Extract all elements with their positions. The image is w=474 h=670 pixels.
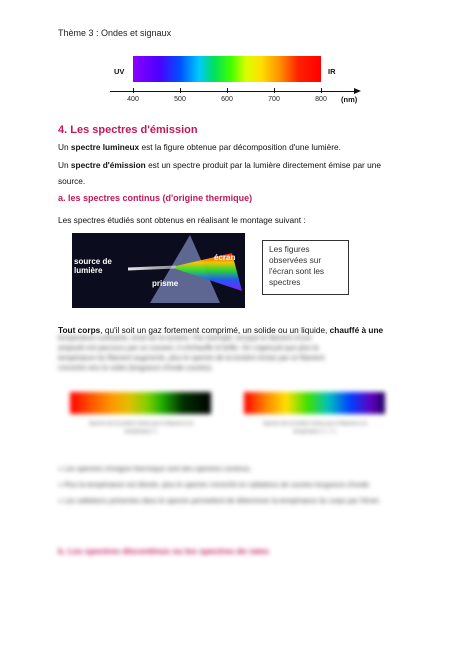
definition-spectre-lumineux bbox=[58, 139, 428, 155]
bold-term: Tout corps bbox=[58, 325, 101, 335]
tick-label: 500 bbox=[174, 96, 186, 103]
axis-arrow-icon bbox=[354, 88, 361, 94]
unit-label: (nm) bbox=[341, 95, 358, 104]
axis-tick bbox=[180, 88, 181, 93]
prism-montage-image bbox=[72, 233, 245, 308]
blurred-bullets bbox=[58, 462, 428, 510]
definition-spectre-emission bbox=[58, 157, 428, 189]
tick-label: 600 bbox=[221, 96, 233, 103]
source-label-line: lumière bbox=[74, 266, 103, 275]
spectrum-gradient bbox=[133, 56, 321, 82]
continuous-spectrum-t1 bbox=[70, 392, 211, 414]
blurred-bullet: » Les radiations présentes dans le spectre permettent de déterminer la température du corps par l'émet. bbox=[58, 498, 381, 505]
text: Un bbox=[58, 142, 71, 152]
text: source. bbox=[58, 176, 86, 186]
bold-term: spectre d'émission bbox=[70, 160, 146, 170]
screen-label: écran bbox=[214, 253, 236, 262]
page-header: Thème 3 : Ondes et signaux bbox=[58, 28, 172, 38]
prism-label: prisme bbox=[152, 279, 179, 288]
blurred-line: température suffisante, émet de la lumière. Par exemple, lorsque le filament d'une bbox=[58, 335, 312, 342]
axis-tick bbox=[133, 88, 134, 93]
text: , qu'il soit un gaz fortement comprimé, un solide ou un liquide, bbox=[100, 325, 330, 335]
tick-label: 400 bbox=[127, 96, 139, 103]
source-label bbox=[74, 257, 112, 275]
axis-tick bbox=[321, 88, 322, 93]
bold-term: spectre lumineux bbox=[70, 142, 140, 152]
wavelength-axis bbox=[110, 91, 356, 92]
ir-label: IR bbox=[328, 67, 336, 76]
blurred-bullet: » Plus la température est élevée, plus le spectre s'enrichit en radiations de courtes longueurs d'onde. bbox=[58, 482, 371, 489]
continuous-spectrum-t2 bbox=[244, 392, 385, 414]
tick-label: 700 bbox=[268, 96, 280, 103]
blurred-line: ampoule est parcouru par un courant, il s'échauffe et brille. On s'aperçoit que plus la bbox=[58, 345, 319, 352]
montage-intro: Les spectres étudiés sont obtenus en réalisant le montage suivant : bbox=[58, 215, 306, 225]
text: est un spectre produit par la lumière directement émise par une bbox=[145, 160, 381, 170]
light-beam bbox=[128, 267, 176, 269]
subsection-title: a. les spectres continus (d'origine thermique) bbox=[58, 193, 253, 203]
blurred-bullet: » Les spectres d'origine thermique sont des spectres continus. bbox=[58, 466, 252, 473]
subsection-b-title: b. Les spectres discontinus ou les spectres de raies bbox=[58, 546, 269, 556]
blurred-line: s'enrichit vers le violet (longueurs d'onde courtes). bbox=[58, 365, 214, 372]
source-label-line: source de bbox=[74, 257, 112, 266]
uv-label: UV bbox=[114, 67, 125, 76]
blurred-paragraph bbox=[58, 334, 428, 374]
section-title: 4. Les spectres d'émission bbox=[58, 124, 198, 136]
bold-term: chauffé à une bbox=[329, 325, 384, 335]
blurred-line: température du filament augmente, plus le spectre de la lumière émise par ce filament bbox=[58, 355, 325, 362]
caption-t2: Spectre de la lumière émise par le filament à la température T₂ > T₁ bbox=[262, 421, 368, 435]
text: Un bbox=[58, 160, 71, 170]
caption-t1: Spectre de la lumière émise par le filament à la température T₁ bbox=[88, 421, 194, 435]
figure-note-box: Les figures observées sur l'écran sont les spectres bbox=[262, 240, 349, 295]
axis-tick bbox=[227, 88, 228, 93]
axis-tick bbox=[274, 88, 275, 93]
text: est la figure obtenue par décomposition d'une lumière. bbox=[139, 142, 341, 152]
tick-label: 800 bbox=[315, 96, 327, 103]
